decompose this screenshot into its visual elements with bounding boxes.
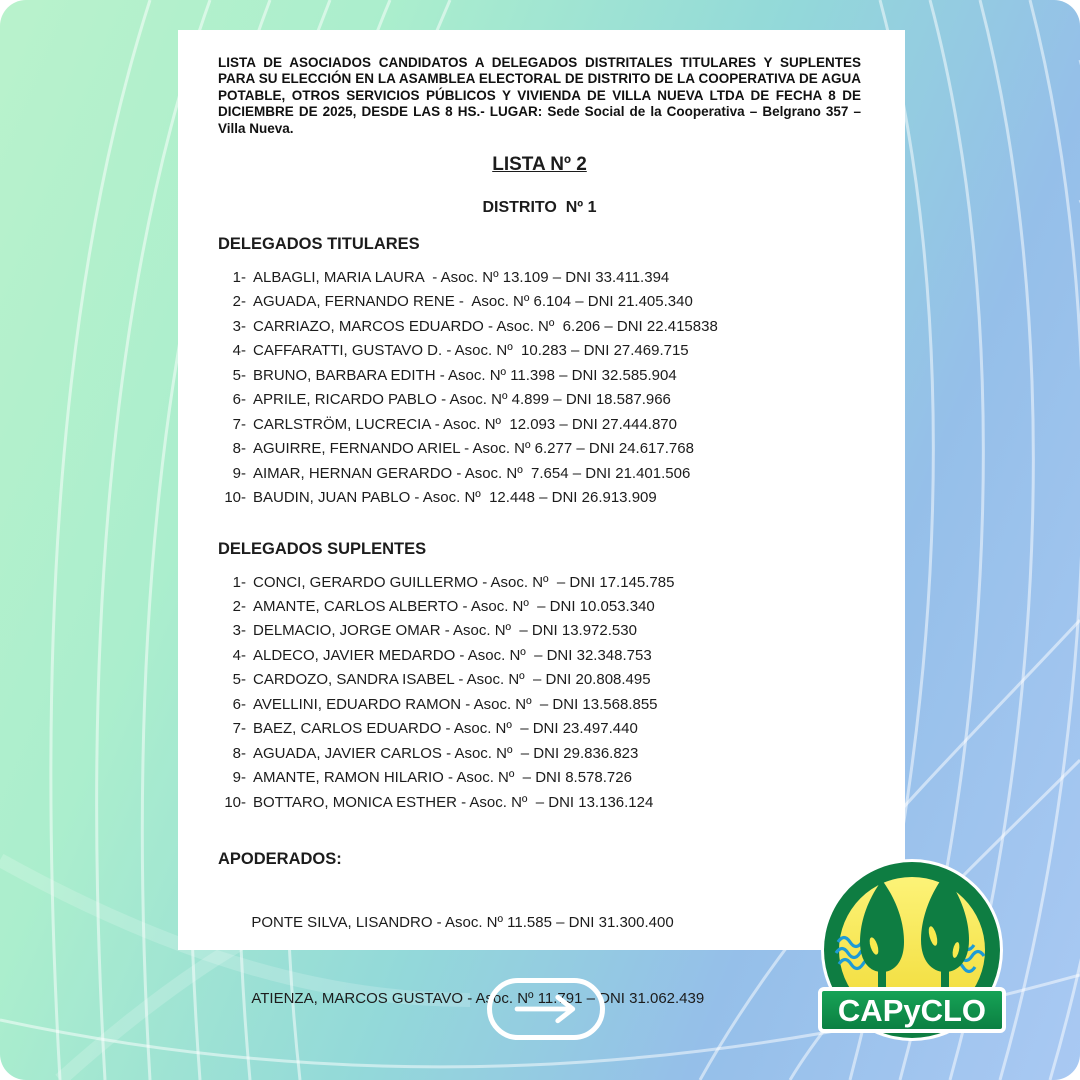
titulares-list [218,266,861,511]
list-title: LISTA Nº 2 [492,154,587,176]
list-item [218,339,861,363]
district-title: DISTRITO Nº 1 [482,199,597,217]
item-number: 5- [232,366,246,384]
capyclo-logo [812,850,1012,1050]
item-text: CARDOZO, SANDRA ISABEL - Asoc. Nº – DNI 20.808.495 [253,671,651,689]
list-item [218,413,861,437]
list-item [218,619,861,643]
item-number: 5- [232,671,246,689]
list-item [218,437,861,461]
item-text: AMANTE, RAMON HILARIO - Asoc. Nº – DNI 8.578.726 [253,769,632,787]
item-text: BAUDIN, JUAN PABLO - Asoc. Nº 12.448 – DNI 26.913.909 [253,489,657,507]
item-number: 3- [232,622,246,640]
item-number: 9- [232,464,246,482]
item-text: AMANTE, CARLOS ALBERTO - Asoc. Nº – DNI 10.053.340 [253,598,655,616]
list-item [218,644,861,668]
titulares-heading: DELEGADOS TITULARES [218,235,420,254]
item-number: 10- [224,793,246,811]
list-item [218,668,861,692]
arrow-right-icon [510,994,582,1024]
document-header: LISTA DE ASOCIADOS CANDIDATOS A DELEGADOS DISTRITALES TITULARES Y SUPLENTES PARA SU ELECCIÓN EN LA ASAMBLEA ELECTORAL DE DISTRITO DE LA COOPERATIVA DE AGUA POTABLE, OTROS SERVICIOS PÚBLICOS Y VIVIENDA DE VILLA NUEVA LTDA DE FECHA 8 DE DICIEMBRE DE 2025, DESDE LAS 8 HS.- LUGAR: Sede Social de la Cooperativa – Belgrano 357 – Villa Nueva. [218,55,861,136]
item-text: ALDECO, JAVIER MEDARDO - Asoc. Nº – DNI 32.348.753 [253,646,652,664]
item-text: BRUNO, BARBARA EDITH - Asoc. Nº 11.398 – DNI 32.585.904 [253,366,677,384]
item-text: CAFFARATTI, GUSTAVO D. - Asoc. Nº 10.283 – DNI 27.469.715 [253,342,689,360]
list-item [218,717,861,741]
item-text: DELMACIO, JORGE OMAR - Asoc. Nº – DNI 13.972.530 [253,622,637,640]
list-item [218,595,861,619]
item-number: 6- [232,695,246,713]
apoderado-item [218,884,861,961]
item-text: AGUADA, JAVIER CARLOS - Asoc. Nº – DNI 29.836.823 [253,744,639,762]
item-number: 1- [232,573,246,591]
list-item [218,742,861,766]
item-text: AVELLINI, EDUARDO RAMON - Asoc. Nº – DNI 13.568.855 [253,695,658,713]
item-number: 7- [232,415,246,433]
list-item [218,791,861,815]
item-number: 6- [232,391,246,409]
item-number: 3- [232,317,246,335]
item-number: 8- [232,440,246,458]
item-number: 4- [232,342,246,360]
list-item [218,290,861,314]
list-item [218,571,861,595]
next-arrow-button[interactable] [487,978,605,1040]
item-text: BAEZ, CARLOS EDUARDO - Asoc. Nº – DNI 23.497.440 [253,720,638,738]
document-sheet [178,30,905,1008]
item-text: ALBAGLI, MARIA LAURA - Asoc. Nº 13.109 – DNI 33.411.394 [253,269,670,287]
list-item [218,388,861,412]
list-item [218,315,861,339]
apoderados-heading: APODERADOS: [218,850,342,869]
item-text: BOTTARO, MONICA ESTHER - Asoc. Nº – DNI 13.136.124 [253,793,654,811]
apoderado-text: PONTE SILVA, LISANDRO - Asoc. Nº 11.585 – DNI 31.300.400 [251,913,674,931]
apoderado-text: ATIENZA, MARCOS GUSTAVO - Asoc. Nº 11.791 – DNI 31.062.439 [251,990,705,1008]
item-number: 4- [232,646,246,664]
list-item [218,766,861,790]
item-number: 1- [232,269,246,287]
item-text: CONCI, GERARDO GUILLERMO - Asoc. Nº – DNI 17.145.785 [253,573,675,591]
suplentes-heading: DELEGADOS SUPLENTES [218,539,427,558]
item-text: APRILE, RICARDO PABLO - Asoc. Nº 4.899 – DNI 18.587.966 [253,391,671,409]
logo-text: CAPyCLO [837,993,987,1028]
item-text: CARRIAZO, MARCOS EDUARDO - Asoc. Nº 6.206 – DNI 22.415838 [253,317,718,335]
item-number: 2- [232,598,246,616]
item-text: AGUADA, FERNANDO RENE - Asoc. Nº 6.104 – DNI 21.405.340 [253,293,693,311]
suplentes-list [218,571,861,816]
list-item [218,693,861,717]
item-number: 7- [232,720,246,738]
item-number: 9- [232,769,246,787]
item-text: AGUIRRE, FERNANDO ARIEL - Asoc. Nº 6.277 – DNI 24.617.768 [253,440,694,458]
item-number: 10- [224,489,246,507]
item-text: AIMAR, HERNAN GERARDO - Asoc. Nº 7.654 – DNI 21.401.506 [253,464,691,482]
item-number: 8- [232,744,246,762]
list-item [218,266,861,290]
list-item [218,462,861,486]
item-number: 2- [232,293,246,311]
list-item [218,364,861,388]
list-item [218,486,861,510]
item-text: CARLSTRÖM, LUCRECIA - Asoc. Nº 12.093 – DNI 27.444.870 [253,415,677,433]
